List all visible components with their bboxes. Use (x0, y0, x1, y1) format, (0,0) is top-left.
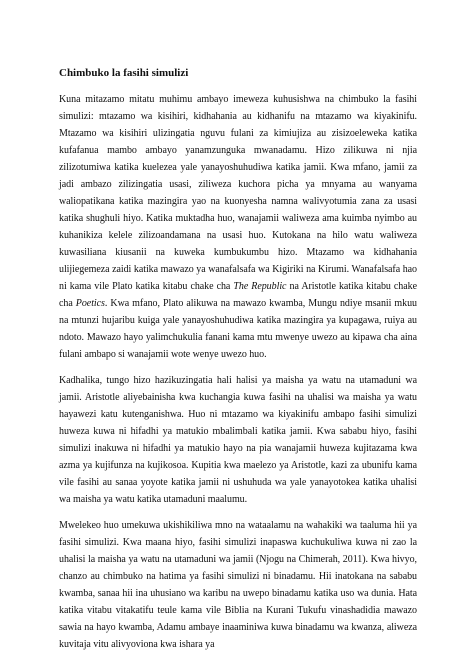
book-title-poetics: Poetics (75, 298, 105, 309)
paragraph-1-text-a: Kuna mitazamo mitatu muhimu ambayo imeweza kuhusishwa na chimbuko la fasihi simulizi: mtazamo wa kisihiri, kidhahania au kidhanifu na mtazamo wa kiyakinifu. Mtazamo wa kisihiri ulizingatia nguvu fulani za kimiujiza au zisizoeleweka katika kufafanua mambo ambayo yanamzunguka mwanadamu. Hizo zilikuwa ni njia zilizotumiwa katika kuelezea yale yanayoshuhudiwa katika jamii. Kwa mfano, jamii za jadi ambazo zilizingatia usasi, ziliweza kuchora picha ya mnyama au wanyama waliopatikana katika mazingira yao na kuonyesha namna walivyotumia zana za usasi katika shughuli hiyo. Katika muktadha huo, wanajamii waliweza ama kuimba nyimbo au kuhanikiza kelele zilizoandamana na usasi huo. Kutokana na hilo watu waliweza kuwasiliana kiusanii na kuweka kumbukumbu hizo. Mtazamo wa kidhahania ulijiegemeza zaidi katika mawazo ya wanafalsafa wa Kigiriki na Kirumi. Wanafalsafa hao ni kama vile Plato katika kitabu chake cha (59, 94, 417, 292)
section-heading: Chimbuko la fasihi simulizi (59, 67, 189, 79)
paragraph-1-text-c: . Kwa mfano, Plato alikuwa na mawazo kwamba, Mungu ndiye msanii mkuu na mtunzi hujaribu kuiga yale yanayoshuhudiwa katika mazingira ya kupagawa, ruiya au ndoto. Mawazo hayo yalimchukulia fanani kama mtu mwenye uwezo au kipawa cha aina fulani ambapo si wanajamii wote wenye uwezo huo. (59, 298, 417, 360)
document-page (59, 66, 417, 662)
paragraph-3: Mwelekeo huo umekuwa ukishikiliwa mno na wataalamu na wahakiki wa taaluma hii ya fasihi simulizi. Kwa maana hiyo, fasihi simulizi inapaswa kuchukuliwa kuwa ni zao la uhalisi la maisha ya watu na utamaduni wa jamii (Njogu na Chimerah, 2011). Kwa hivyo, chanzo au chimbuko na hatima ya fasihi simulizi ni binadamu. Hii inatokana na sababu kwamba, sanaa hii ina uhusiano wa karibu na uwepo binadamu katika uso wa dunia. Hata katika vitabu vitakatifu teule kama vile Biblia na Kurani Tukufu vinashadidia mawazo sawia na hayo kwamba, Adamu ambaye inaaminiwa kuwa binadamu wa kwanza, aliweza kuvitaja vitu alivyoviona kwa ishara ya (59, 520, 417, 650)
book-title-republic: The Republic (233, 281, 287, 292)
paragraph-2: Kadhalika, tungo hizo hazikuzingatia hali halisi ya maisha ya watu na utamaduni wa jamii. Aristotle aliyebainisha kwa kuchangia kuwa fasihi na uhalisi wa maisha ya watu hayawezi katu kutenganishwa. Huo ni mtazamo wa kiyakinifu ambapo fasihi simulizi huweza kuwa ni hifadhi ya matukio mbalimbali katika jamii. Kwa sababu hiyo, fasihi simulizi inakuwa ni hifadhi ya matukio hayo na pia wanajamii huweza kujitazama kwa azma ya kujifunza na kujikosoa. Kupitia kwa maelezo ya Aristotle, kazi za ubunifu kama vile fasihi au sanaa yoyote katika jamii ni ushuhuda wa yale yanayotokea katika uhalisi wa maisha ya watu katika utamaduni maalumu. (59, 375, 417, 505)
paragraph-1-text-b: na Aristotle katika kitabu chake cha (59, 281, 417, 309)
paragraph-1 (59, 91, 417, 363)
